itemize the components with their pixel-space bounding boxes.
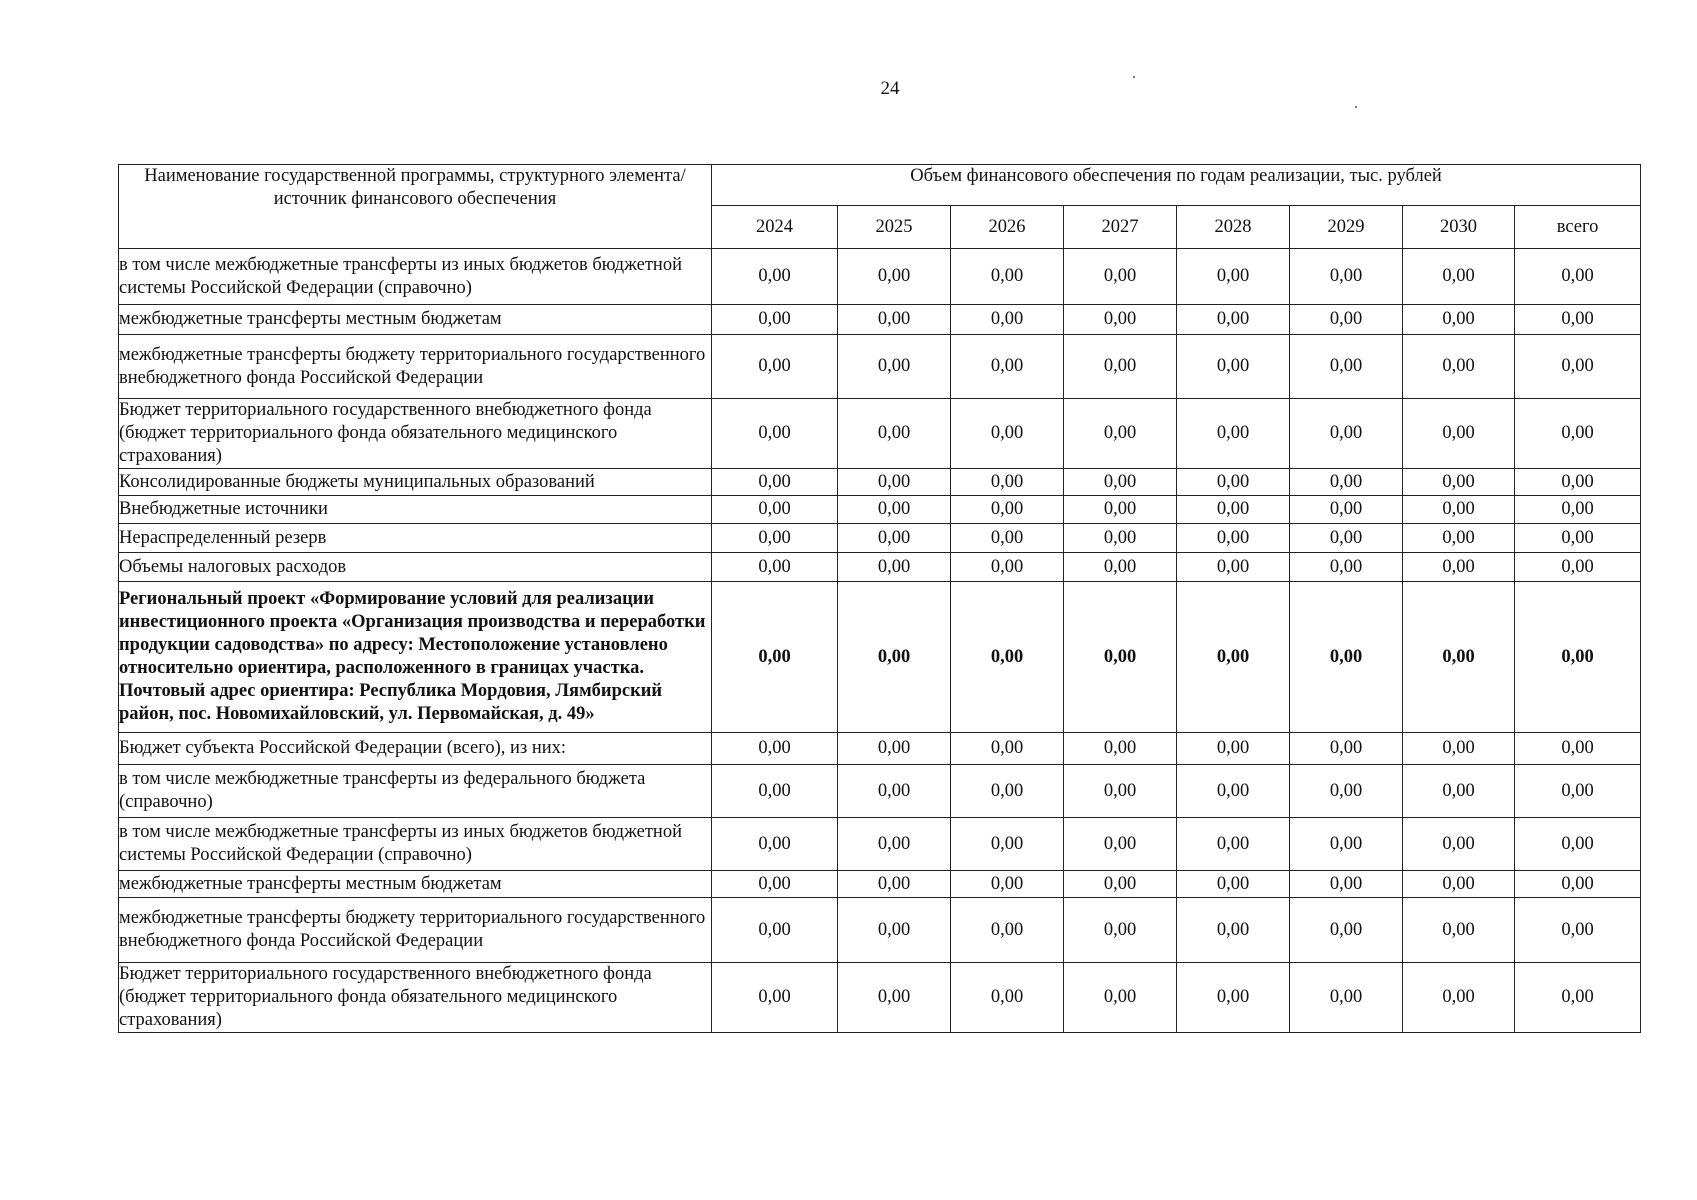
- value-cell: 0,00: [951, 249, 1064, 305]
- value-cell: 0,00: [838, 335, 951, 399]
- value-cell: 0,00: [1403, 818, 1515, 871]
- table-row: [119, 898, 1641, 963]
- value-cell: 0,00: [1515, 399, 1641, 469]
- value-cell: 0,00: [1064, 733, 1177, 765]
- value-cell: 0,00: [1403, 496, 1515, 524]
- table-row: [119, 524, 1641, 553]
- value-cell: 0,00: [1403, 871, 1515, 898]
- value-cell: 0,00: [1177, 399, 1290, 469]
- value-cell: 0,00: [1403, 898, 1515, 963]
- row-label: Нераспределенный резерв: [119, 524, 712, 553]
- value-cell: 0,00: [1290, 733, 1403, 765]
- value-cell: 0,00: [1290, 963, 1403, 1033]
- value-cell: 0,00: [1064, 898, 1177, 963]
- value-cell: 0,00: [951, 818, 1064, 871]
- value-cell: 0,00: [1515, 765, 1641, 818]
- value-cell: 0,00: [1515, 898, 1641, 963]
- value-cell: 0,00: [838, 582, 951, 733]
- value-cell: 0,00: [1064, 249, 1177, 305]
- value-cell: 0,00: [712, 249, 838, 305]
- value-cell: 0,00: [1290, 553, 1403, 582]
- value-cell: 0,00: [838, 733, 951, 765]
- value-cell: 0,00: [1290, 249, 1403, 305]
- table-row: [119, 582, 1641, 733]
- value-cell: 0,00: [1064, 469, 1177, 496]
- value-cell: 0,00: [1515, 305, 1641, 335]
- value-cell: 0,00: [951, 553, 1064, 582]
- table-row: [119, 305, 1641, 335]
- value-cell: 0,00: [1064, 871, 1177, 898]
- value-cell: 0,00: [838, 553, 951, 582]
- value-cell: 0,00: [1403, 305, 1515, 335]
- value-cell: 0,00: [1177, 496, 1290, 524]
- table-row: [119, 335, 1641, 399]
- value-cell: 0,00: [951, 496, 1064, 524]
- value-cell: 0,00: [712, 335, 838, 399]
- value-cell: 0,00: [951, 399, 1064, 469]
- year-header: 2029: [1290, 206, 1403, 249]
- value-cell: 0,00: [1403, 553, 1515, 582]
- value-cell: 0,00: [1177, 335, 1290, 399]
- value-cell: 0,00: [1177, 524, 1290, 553]
- value-cell: 0,00: [1064, 582, 1177, 733]
- value-cell: 0,00: [1290, 335, 1403, 399]
- value-cell: 0,00: [1290, 469, 1403, 496]
- row-label: Бюджет территориального государственного внебюджетного фонда (бюджет территориального фонда обязательного медицинского страхования): [119, 963, 712, 1033]
- value-cell: 0,00: [951, 469, 1064, 496]
- value-cell: 0,00: [1290, 818, 1403, 871]
- value-cell: 0,00: [951, 582, 1064, 733]
- value-cell: 0,00: [1290, 765, 1403, 818]
- value-cell: 0,00: [838, 898, 951, 963]
- row-label: Региональный проект «Формирование условий для реализации инвестиционного проекта «Организация производства и переработки продукции садоводства» по адресу: Местоположение установлено относительно ориентира, расположенного в границах участка. Почтовый адрес ориентира: Республика Мордовия, Лямбирский район, пос. Новомихайловский, ул. Первомайская, д. 49»: [119, 582, 712, 733]
- value-cell: 0,00: [1515, 335, 1641, 399]
- table-row: [119, 871, 1641, 898]
- value-cell: 0,00: [838, 963, 951, 1033]
- row-label: в том числе межбюджетные трансферты из иных бюджетов бюджетной системы Российской Федерации (справочно): [119, 818, 712, 871]
- value-cell: 0,00: [1177, 818, 1290, 871]
- value-cell: 0,00: [1177, 871, 1290, 898]
- scan-speck: [1133, 76, 1135, 78]
- value-cell: 0,00: [1403, 469, 1515, 496]
- value-cell: 0,00: [1403, 765, 1515, 818]
- value-cell: 0,00: [1515, 496, 1641, 524]
- table-row: [119, 765, 1641, 818]
- value-cell: 0,00: [951, 305, 1064, 335]
- value-cell: 0,00: [1064, 963, 1177, 1033]
- value-cell: 0,00: [1064, 524, 1177, 553]
- value-cell: 0,00: [838, 496, 951, 524]
- row-label: Консолидированные бюджеты муниципальных образований: [119, 469, 712, 496]
- value-cell: 0,00: [1177, 582, 1290, 733]
- year-header: 2027: [1064, 206, 1177, 249]
- value-cell: 0,00: [712, 963, 838, 1033]
- value-cell: 0,00: [838, 871, 951, 898]
- value-cell: 0,00: [1177, 469, 1290, 496]
- table-row: [119, 733, 1641, 765]
- value-cell: 0,00: [1290, 582, 1403, 733]
- value-cell: 0,00: [712, 305, 838, 335]
- row-label: межбюджетные трансферты местным бюджетам: [119, 871, 712, 898]
- value-cell: 0,00: [712, 898, 838, 963]
- value-cell: 0,00: [1403, 524, 1515, 553]
- row-label: межбюджетные трансферты бюджету территориального государственного внебюджетного фонда Российской Федерации: [119, 335, 712, 399]
- value-cell: 0,00: [712, 871, 838, 898]
- value-cell: 0,00: [1177, 963, 1290, 1033]
- value-cell: 0,00: [1064, 553, 1177, 582]
- value-cell: 0,00: [1515, 249, 1641, 305]
- value-cell: 0,00: [1515, 818, 1641, 871]
- year-header: 2026: [951, 206, 1064, 249]
- value-cell: 0,00: [1064, 399, 1177, 469]
- value-cell: 0,00: [838, 524, 951, 553]
- value-cell: 0,00: [951, 963, 1064, 1033]
- row-label: Бюджет территориального государственного внебюджетного фонда (бюджет территориального фонда обязательного медицинского страхования): [119, 399, 712, 469]
- table-row: [119, 249, 1641, 305]
- table-row: [119, 818, 1641, 871]
- value-cell: 0,00: [1515, 733, 1641, 765]
- value-cell: 0,00: [1515, 582, 1641, 733]
- value-cell: 0,00: [951, 733, 1064, 765]
- year-header: 2024: [712, 206, 838, 249]
- row-label: в том числе межбюджетные трансферты из федерального бюджета (справочно): [119, 765, 712, 818]
- row-label: межбюджетные трансферты бюджету территориального государственного внебюджетного фонда Российской Федерации: [119, 898, 712, 963]
- value-cell: 0,00: [1064, 818, 1177, 871]
- value-cell: 0,00: [712, 469, 838, 496]
- value-cell: 0,00: [1290, 524, 1403, 553]
- value-cell: 0,00: [838, 818, 951, 871]
- value-cell: 0,00: [1403, 249, 1515, 305]
- table-row: [119, 469, 1641, 496]
- row-label: Объемы налоговых расходов: [119, 553, 712, 582]
- value-cell: 0,00: [712, 553, 838, 582]
- row-label: Бюджет субъекта Российской Федерации (всего), из них:: [119, 733, 712, 765]
- financing-table: [118, 164, 1641, 1033]
- value-cell: 0,00: [1515, 963, 1641, 1033]
- value-cell: 0,00: [951, 898, 1064, 963]
- value-cell: 0,00: [838, 249, 951, 305]
- value-cell: 0,00: [1064, 496, 1177, 524]
- value-cell: 0,00: [1403, 335, 1515, 399]
- row-label: Внебюджетные источники: [119, 496, 712, 524]
- row-label: межбюджетные трансферты местным бюджетам: [119, 305, 712, 335]
- value-cell: 0,00: [951, 871, 1064, 898]
- row-label: в том числе межбюджетные трансферты из иных бюджетов бюджетной системы Российской Федерации (справочно): [119, 249, 712, 305]
- value-cell: 0,00: [1403, 963, 1515, 1033]
- value-cell: 0,00: [1177, 553, 1290, 582]
- value-cell: 0,00: [712, 399, 838, 469]
- value-cell: 0,00: [838, 765, 951, 818]
- value-cell: 0,00: [1403, 733, 1515, 765]
- value-cell: 0,00: [1403, 399, 1515, 469]
- value-cell: 0,00: [1290, 305, 1403, 335]
- value-cell: 0,00: [1515, 553, 1641, 582]
- value-cell: 0,00: [712, 765, 838, 818]
- value-cell: 0,00: [1290, 496, 1403, 524]
- value-cell: 0,00: [1290, 871, 1403, 898]
- table-body: [119, 249, 1641, 1033]
- value-cell: 0,00: [951, 765, 1064, 818]
- value-cell: 0,00: [1290, 898, 1403, 963]
- value-cell: 0,00: [1177, 898, 1290, 963]
- page-number: 24: [880, 78, 900, 99]
- value-cell: 0,00: [1515, 524, 1641, 553]
- value-cell: 0,00: [951, 335, 1064, 399]
- value-cell: 0,00: [1290, 399, 1403, 469]
- value-cell: 0,00: [1515, 871, 1641, 898]
- value-cell: 0,00: [838, 399, 951, 469]
- value-cell: 0,00: [1515, 469, 1641, 496]
- value-cell: 0,00: [1064, 765, 1177, 818]
- value-cell: 0,00: [712, 582, 838, 733]
- value-cell: 0,00: [1177, 305, 1290, 335]
- year-header: 2025: [838, 206, 951, 249]
- table-row: [119, 399, 1641, 469]
- value-cell: 0,00: [712, 496, 838, 524]
- year-header: 2028: [1177, 206, 1290, 249]
- table-row: [119, 963, 1641, 1033]
- value-cell: 0,00: [1177, 733, 1290, 765]
- value-cell: 0,00: [1177, 249, 1290, 305]
- table-row: [119, 496, 1641, 524]
- value-cell: 0,00: [712, 818, 838, 871]
- value-cell: 0,00: [951, 524, 1064, 553]
- value-cell: 0,00: [712, 733, 838, 765]
- value-cell: 0,00: [1403, 582, 1515, 733]
- column-header-name: Наименование государственной программы, структурного элемента/источник финансового обеспечения: [119, 165, 712, 249]
- table-row: [119, 553, 1641, 582]
- value-cell: 0,00: [1064, 305, 1177, 335]
- year-header: 2030: [1403, 206, 1515, 249]
- value-cell: 0,00: [838, 305, 951, 335]
- year-header: всего: [1515, 206, 1641, 249]
- scan-speck: [1355, 106, 1357, 108]
- value-cell: 0,00: [838, 469, 951, 496]
- column-header-volume: Объем финансового обеспечения по годам реализации, тыс. рублей: [712, 165, 1641, 206]
- value-cell: 0,00: [1064, 335, 1177, 399]
- value-cell: 0,00: [1177, 765, 1290, 818]
- value-cell: 0,00: [712, 524, 838, 553]
